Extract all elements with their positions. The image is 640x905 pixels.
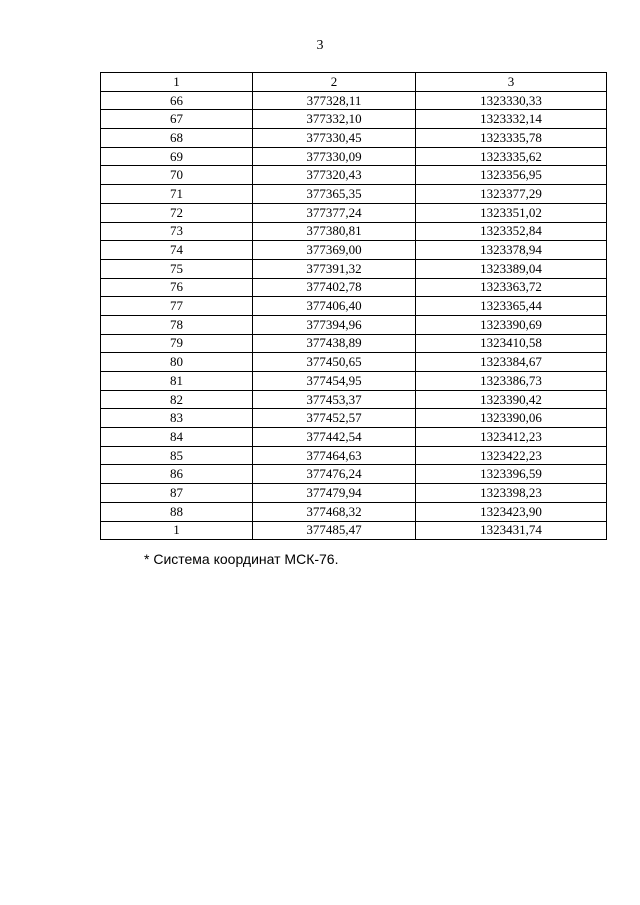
table-row (101, 465, 607, 484)
table-header-row (101, 73, 607, 92)
coordinates-table-body (101, 73, 607, 540)
table-row (101, 484, 607, 503)
cell-point-number: 66 (101, 91, 253, 110)
cell-y: 1323422,23 (416, 446, 607, 465)
cell-point-number: 69 (101, 147, 253, 166)
cell-point-number: 77 (101, 297, 253, 316)
cell-y: 1323431,74 (416, 521, 607, 540)
cell-x: 377320,43 (253, 166, 416, 185)
cell-point-number: 74 (101, 241, 253, 260)
cell-x: 377369,00 (253, 241, 416, 260)
cell-x: 377377,24 (253, 203, 416, 222)
cell-x: 377406,40 (253, 297, 416, 316)
cell-point-number: 82 (101, 390, 253, 409)
table-row (101, 278, 607, 297)
cell-y: 1323398,23 (416, 484, 607, 503)
cell-y: 1323412,23 (416, 428, 607, 447)
table-row (101, 297, 607, 316)
cell-x: 377442,54 (253, 428, 416, 447)
cell-point-number: 79 (101, 334, 253, 353)
table-row (101, 91, 607, 110)
cell-x: 377468,32 (253, 502, 416, 521)
table-row (101, 372, 607, 391)
coordinate-system-footnote: * Система координат МСК-76. (144, 551, 339, 567)
cell-point-number: 81 (101, 372, 253, 391)
cell-point-number: 71 (101, 185, 253, 204)
table-row (101, 129, 607, 148)
cell-x: 377330,45 (253, 129, 416, 148)
cell-point-number: 68 (101, 129, 253, 148)
cell-point-number: 80 (101, 353, 253, 372)
table-row (101, 185, 607, 204)
cell-point-number: 1 (101, 521, 253, 540)
table-row (101, 334, 607, 353)
cell-point-number: 83 (101, 409, 253, 428)
cell-point-number: 85 (101, 446, 253, 465)
cell-point-number: 86 (101, 465, 253, 484)
cell-y: 1323330,33 (416, 91, 607, 110)
cell-y: 1323386,73 (416, 372, 607, 391)
cell-point-number: 75 (101, 259, 253, 278)
cell-y: 1323390,06 (416, 409, 607, 428)
table-row (101, 166, 607, 185)
cell-x: 377332,10 (253, 110, 416, 129)
cell-y: 1323377,29 (416, 185, 607, 204)
cell-x: 377464,63 (253, 446, 416, 465)
table-row (101, 259, 607, 278)
page-number: 3 (316, 38, 324, 53)
cell-x: 377380,81 (253, 222, 416, 241)
cell-y: 1323378,94 (416, 241, 607, 260)
cell-y: 1323363,72 (416, 278, 607, 297)
cell-y: 1323335,78 (416, 129, 607, 148)
cell-y: 1323384,67 (416, 353, 607, 372)
cell-point-number: 76 (101, 278, 253, 297)
cell-y: 1323389,04 (416, 259, 607, 278)
coordinates-table (100, 72, 607, 540)
table-row (101, 502, 607, 521)
header-cell-point-number: 1 (101, 73, 253, 92)
table-row (101, 409, 607, 428)
cell-x: 377438,89 (253, 334, 416, 353)
cell-x: 377365,35 (253, 185, 416, 204)
cell-point-number: 67 (101, 110, 253, 129)
cell-y: 1323365,44 (416, 297, 607, 316)
header-cell-y: 3 (416, 73, 607, 92)
cell-x: 377328,11 (253, 91, 416, 110)
table-row (101, 203, 607, 222)
table-row (101, 315, 607, 334)
table-row (101, 446, 607, 465)
cell-y: 1323390,42 (416, 390, 607, 409)
cell-point-number: 88 (101, 502, 253, 521)
cell-y: 1323390,69 (416, 315, 607, 334)
cell-x: 377330,09 (253, 147, 416, 166)
cell-point-number: 87 (101, 484, 253, 503)
cell-point-number: 72 (101, 203, 253, 222)
cell-x: 377479,94 (253, 484, 416, 503)
cell-x: 377452,57 (253, 409, 416, 428)
cell-y: 1323410,58 (416, 334, 607, 353)
cell-point-number: 78 (101, 315, 253, 334)
cell-point-number: 73 (101, 222, 253, 241)
table-row (101, 390, 607, 409)
cell-x: 377476,24 (253, 465, 416, 484)
header-cell-x: 2 (253, 73, 416, 92)
cell-y: 1323423,90 (416, 502, 607, 521)
cell-y: 1323332,14 (416, 110, 607, 129)
cell-y: 1323335,62 (416, 147, 607, 166)
table-row (101, 147, 607, 166)
table-row (101, 428, 607, 447)
table-row (101, 110, 607, 129)
table-row (101, 222, 607, 241)
table-row (101, 353, 607, 372)
cell-y: 1323351,02 (416, 203, 607, 222)
table-row (101, 241, 607, 260)
cell-x: 377450,65 (253, 353, 416, 372)
cell-x: 377394,96 (253, 315, 416, 334)
cell-point-number: 70 (101, 166, 253, 185)
cell-x: 377485,47 (253, 521, 416, 540)
cell-y: 1323396,59 (416, 465, 607, 484)
cell-x: 377454,95 (253, 372, 416, 391)
table-row (101, 521, 607, 540)
cell-x: 377402,78 (253, 278, 416, 297)
cell-x: 377391,32 (253, 259, 416, 278)
cell-y: 1323352,84 (416, 222, 607, 241)
cell-point-number: 84 (101, 428, 253, 447)
cell-x: 377453,37 (253, 390, 416, 409)
cell-y: 1323356,95 (416, 166, 607, 185)
